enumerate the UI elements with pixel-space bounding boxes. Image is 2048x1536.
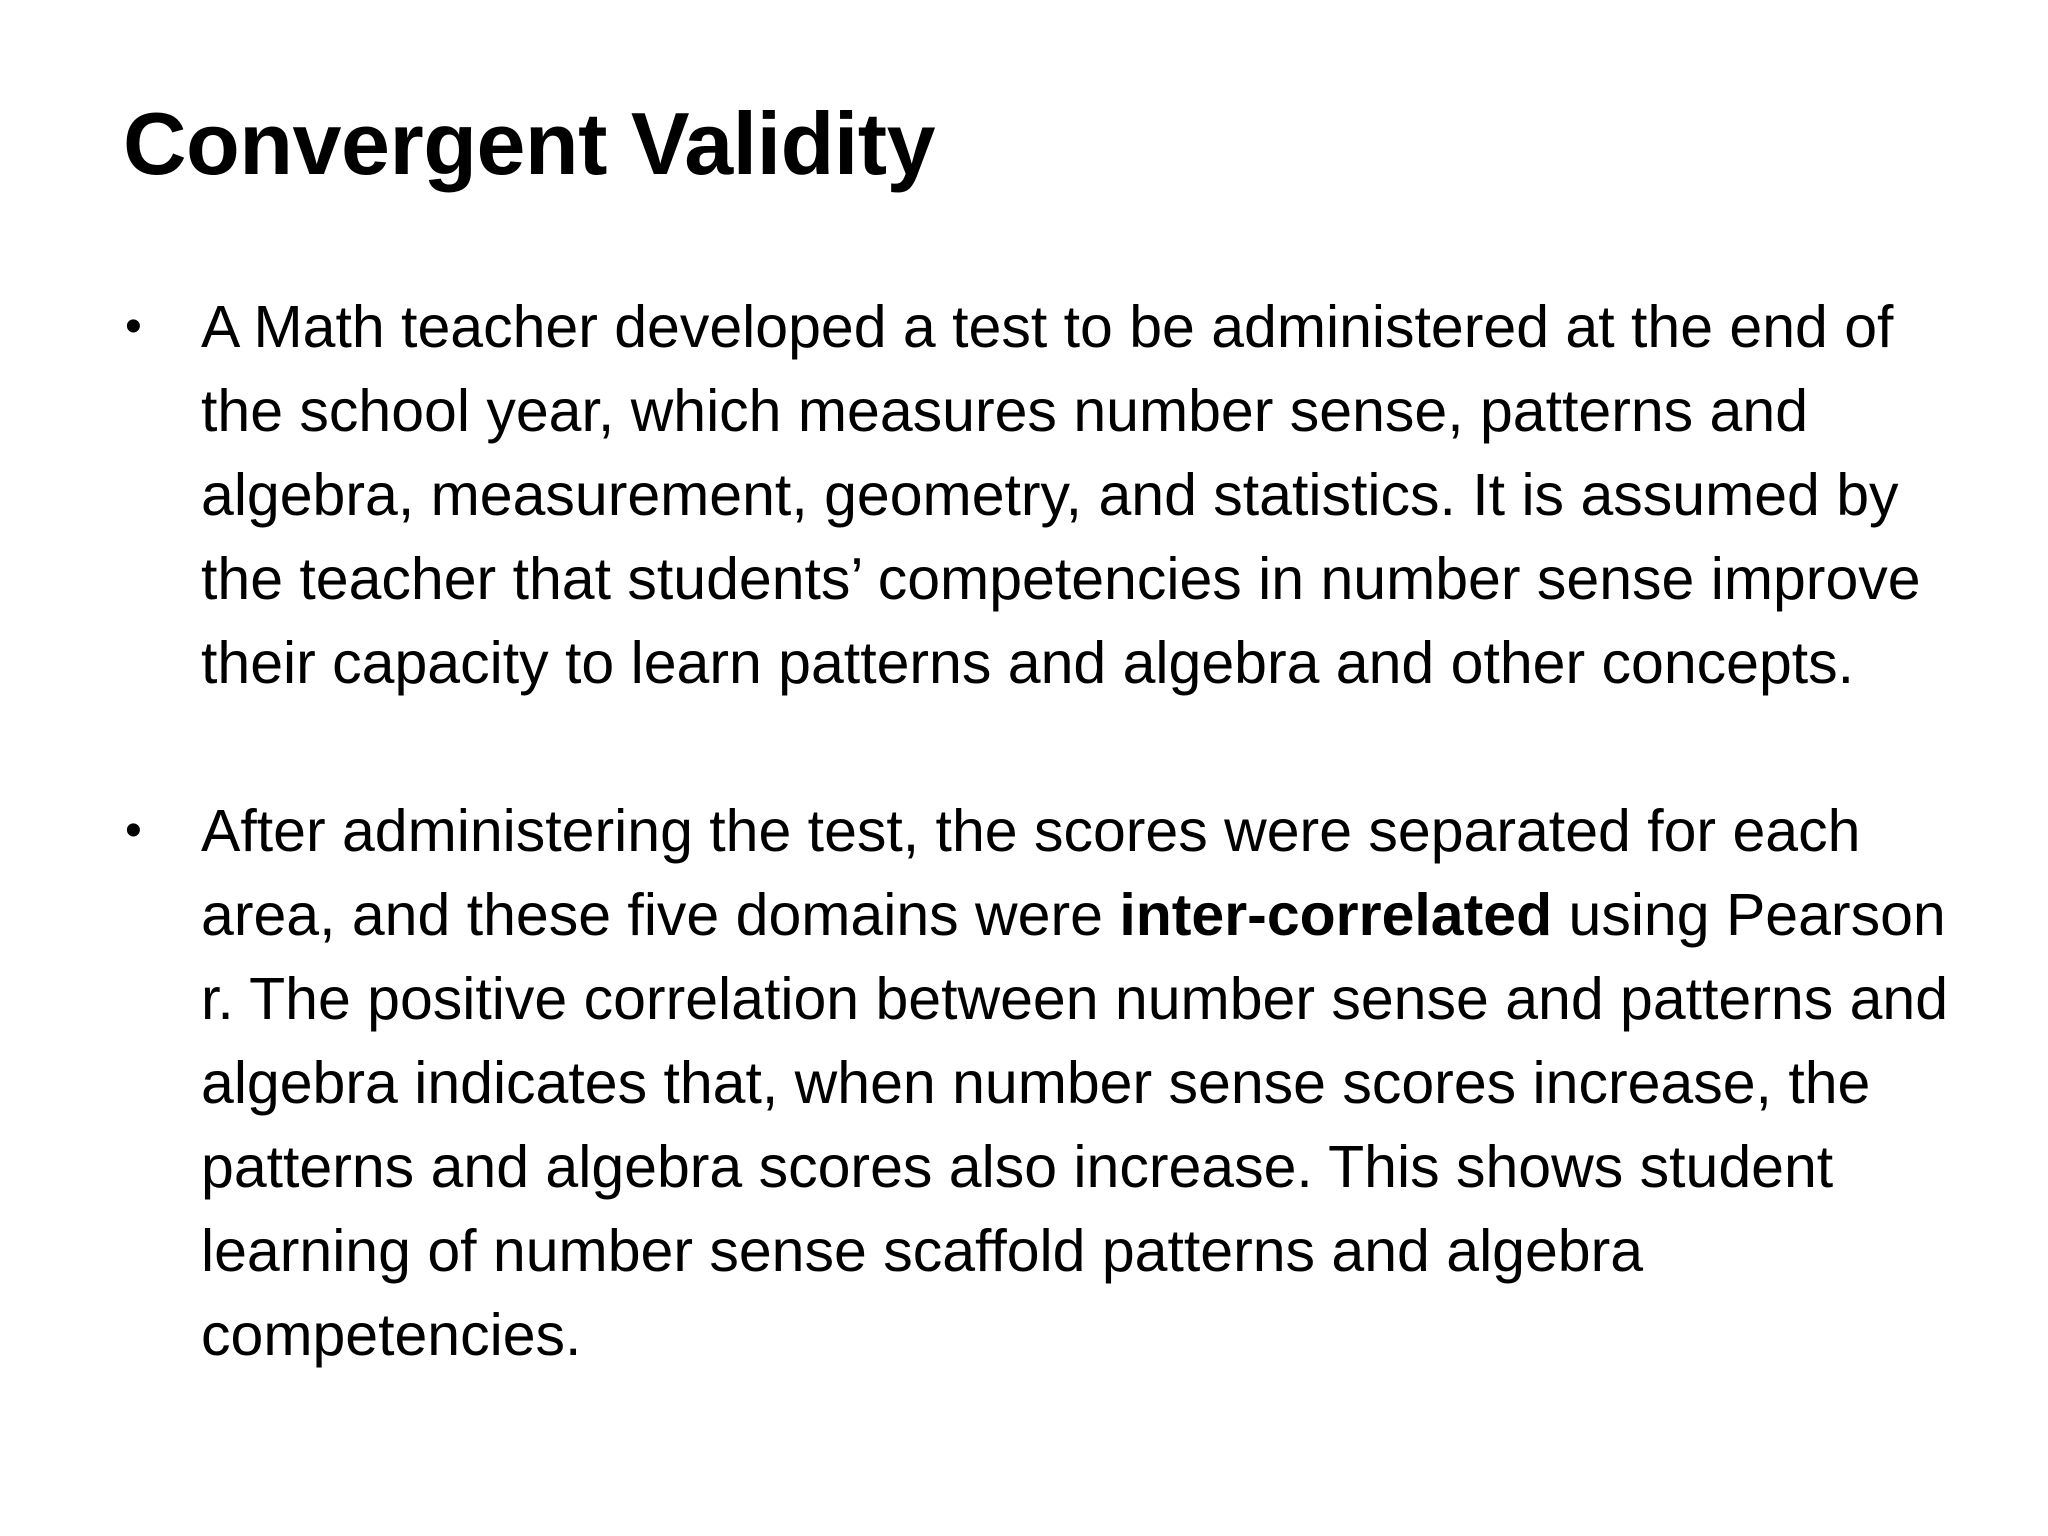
bullet-text [201,789,1963,1377]
bullet-marker: • [125,804,142,857]
slide-title: Convergent Validity [123,94,936,193]
bullet-item-2 [123,789,1963,1377]
bullet-item-1 [123,285,1963,705]
bullet-marker: • [125,300,142,353]
bullet-list [123,285,1963,1377]
bullet-text-before: After administering the test, the scores were separated for each area, and these five domains were [201,798,1861,948]
bullet-text-body: A Math teacher developed a test to be administered at the end of the school year, which measures number sense, patterns and algebra, measurement, geometry, and statistics. It is assumed by the teacher that students’ competencies in number sense improve their capacity to learn patterns and algebra and other concepts. [201,294,1921,696]
bullet-text [201,285,1963,705]
bullet-text-after: using Pearson r. The positive correlation between number sense and patterns and algebra indicates that, when number sense scores increase, the patterns and algebra scores also increase. This shows student learning of number sense scaffold patterns and algebra competencies. [201,882,1949,1368]
bullet-text-emphasis: inter-correlated [1119,882,1553,948]
